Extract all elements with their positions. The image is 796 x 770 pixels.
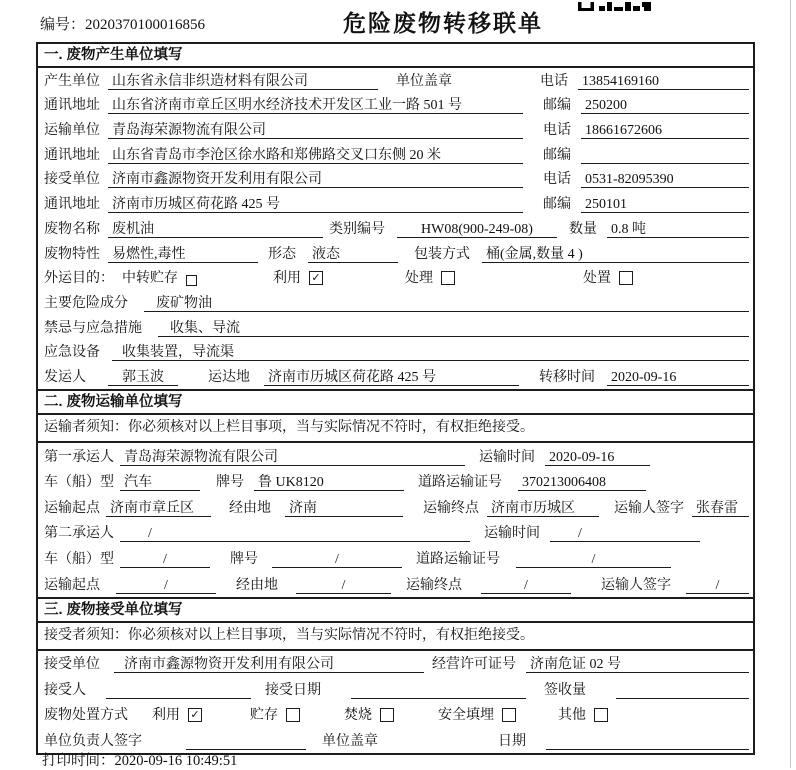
row-disposal-method xyxy=(38,702,753,728)
manifest-form xyxy=(36,42,755,755)
packaging-value: 桶(金属,数量 4 ) xyxy=(482,246,749,263)
route-via-label-1: 经由地 xyxy=(229,500,271,516)
operating-license-value: 济南危证 02 号 xyxy=(526,656,749,673)
waste-name-label: 废物名称 xyxy=(44,221,100,237)
row-transfer-purpose xyxy=(38,266,753,291)
checkbox-transfer-storage[interactable] xyxy=(186,275,197,286)
transport-time-value-2: / xyxy=(550,525,700,542)
signed-quantity-label: 签收量 xyxy=(544,682,586,698)
receiver-unit-value: 济南市鑫源物资开发利用有限公司 xyxy=(108,171,523,188)
destination-label: 运达地 xyxy=(208,369,250,385)
carrier-sign-value-1: 张春雷 xyxy=(692,500,749,517)
row-taboo-measures xyxy=(38,315,753,340)
transporter-notice-label: 运输者须知： xyxy=(44,419,128,435)
option-label-utilize: 利用 xyxy=(273,271,301,287)
doc-number-value: 2020370100016856 xyxy=(85,17,206,33)
doc-number xyxy=(40,13,205,34)
row-hazard-component xyxy=(38,290,753,315)
vehicle-type-value-2: / xyxy=(120,551,210,568)
section-transporter xyxy=(38,389,753,597)
section-transporter-title: 二. 废物运输单位填写 xyxy=(38,389,753,415)
receiver-phone-label: 电话 xyxy=(543,172,571,188)
route-via-label-2: 经由地 xyxy=(236,577,278,593)
waste-form-label: 形态 xyxy=(268,246,296,262)
receiver-unit-label: 接受单位 xyxy=(44,172,100,188)
option-label-dispose: 处置 xyxy=(583,271,611,287)
vehicle-type-label-2: 车（船）型 xyxy=(44,551,114,567)
route-via-value-2: / xyxy=(296,577,391,594)
hazard-component-value: 废矿物油 xyxy=(144,295,749,312)
checkbox-disposal-utilize[interactable]: ✓ xyxy=(188,708,202,722)
transporter-zip-value xyxy=(581,147,749,164)
print-time-label: 打印时间： xyxy=(42,753,115,769)
option-label-transfer-storage: 中转贮存 xyxy=(122,271,178,287)
row-waste-name xyxy=(38,216,753,241)
receiver-notice xyxy=(38,623,753,651)
accept-unit-value: 济南市鑫源物资开发利用有限公司 xyxy=(114,656,424,673)
waste-form-value: 液态 xyxy=(308,246,398,263)
print-time xyxy=(42,749,237,770)
page-edge-line xyxy=(790,0,791,768)
disposal-method-label: 废物处置方式 xyxy=(44,708,128,724)
second-carrier-label: 第二承运人 xyxy=(44,526,114,542)
taboo-measures-value: 收集、导流 xyxy=(158,320,749,337)
row-shipper xyxy=(38,364,753,389)
receiver-phone-value: 0531-82095390 xyxy=(581,171,749,188)
checkbox-other[interactable] xyxy=(594,708,608,722)
route-start-label-1: 运输起点 xyxy=(44,500,100,516)
section-receiver xyxy=(38,597,753,753)
row-first-carrier xyxy=(38,443,753,469)
responsible-signature-label: 单位负责人签字 xyxy=(44,733,142,749)
second-carrier-value: / xyxy=(120,525,470,542)
transport-time-label-1: 运输时间 xyxy=(479,449,535,465)
accept-date-label: 接受日期 xyxy=(265,682,321,698)
transporter-notice-text: 你必须核对以上栏目事项，当与实际情况不符时，有权拒绝接受。 xyxy=(128,419,534,435)
route-start-label-2: 运输起点 xyxy=(44,577,100,593)
row-producer-address xyxy=(38,93,753,118)
waste-code-label: 类别编号 xyxy=(329,221,385,237)
print-time-value: 2020-09-16 10:49:51 xyxy=(114,753,238,769)
emergency-equipment-value: 收集装置，导流渠 xyxy=(112,344,749,361)
option-label-incinerate: 焚烧 xyxy=(344,708,372,724)
producer-zip-value: 250200 xyxy=(581,97,749,114)
emergency-equipment-label: 应急设备 xyxy=(44,345,100,361)
transfer-purpose-label: 外运目的： xyxy=(44,271,114,287)
row-accept-unit xyxy=(38,651,753,677)
row-vehicle-2 xyxy=(38,545,753,571)
route-start-value-2: / xyxy=(116,577,216,594)
receiver-address-label: 通讯地址 xyxy=(44,197,100,213)
row-acceptor xyxy=(38,676,753,702)
row-transporter-address xyxy=(38,142,753,167)
producer-zip-label: 邮编 xyxy=(543,98,571,114)
producer-address-value: 山东省济南市章丘区明水经济技术开发区工业一路 501 号 xyxy=(108,97,523,114)
transporter-phone-label: 电话 xyxy=(543,123,571,139)
row-producer-unit xyxy=(38,68,753,93)
option-label-treat: 处理 xyxy=(405,271,433,287)
transporter-notice xyxy=(38,415,753,443)
receiver-zip-label: 邮编 xyxy=(543,197,571,213)
acceptor-label: 接受人 xyxy=(44,682,86,698)
route-end-value-2: / xyxy=(481,577,571,594)
transporter-address-value: 山东省青岛市李沧区徐水路和郑佛路交叉口东侧 20 米 xyxy=(108,147,523,164)
sign-date-value xyxy=(546,733,749,750)
row-receiver-address xyxy=(38,191,753,216)
row-route-2 xyxy=(38,571,753,597)
packaging-label: 包装方式 xyxy=(414,246,470,262)
unit-seal-label-2: 单位盖章 xyxy=(322,733,378,749)
transporter-zip-label: 邮编 xyxy=(543,147,571,163)
route-start-value-1: 济南市章丘区 xyxy=(106,500,211,517)
waste-name-value: 废机油 xyxy=(108,221,323,238)
road-cert-label-1: 道路运输证号 xyxy=(418,475,502,491)
section-receiver-title: 三. 废物接受单位填写 xyxy=(38,597,753,623)
road-cert-label-2: 道路运输证号 xyxy=(416,551,500,567)
receiver-notice-label: 接受者须知： xyxy=(44,627,128,643)
plate-label-2: 牌号 xyxy=(230,551,258,567)
route-end-label-2: 运输终点 xyxy=(406,577,462,593)
transporter-unit-value: 青岛海荣源物流有限公司 xyxy=(108,122,523,139)
route-end-label-1: 运输终点 xyxy=(423,500,479,516)
road-cert-value-1: 370213006408 xyxy=(518,474,646,491)
producer-phone-value: 13854169160 xyxy=(578,73,749,90)
waste-qty-label: 数量 xyxy=(569,221,597,237)
waste-props-value: 易燃性,毒性 xyxy=(108,246,258,263)
option-label-other: 其他 xyxy=(558,708,586,724)
destination-value: 济南市历城区荷花路 425 号 xyxy=(264,369,519,386)
plate-label-1: 牌号 xyxy=(216,475,244,491)
row-receiver-unit xyxy=(38,167,753,192)
producer-address-label: 通讯地址 xyxy=(44,98,100,114)
transport-time-value-1: 2020-09-16 xyxy=(545,449,650,466)
first-carrier-label: 第一承运人 xyxy=(44,449,114,465)
accept-unit-label: 接受单位 xyxy=(44,657,100,673)
row-transporter-unit xyxy=(38,117,753,142)
producer-unit-label: 产生单位 xyxy=(44,73,100,89)
producer-unit-value: 山东省永信非织造材料有限公司 xyxy=(108,73,378,90)
checkbox-dispose[interactable] xyxy=(619,271,633,285)
transfer-time-value: 2020-09-16 xyxy=(607,369,749,386)
row-vehicle-1 xyxy=(38,469,753,495)
producer-phone-label: 电话 xyxy=(540,73,568,89)
section-producer-title: 一. 废物产生单位填写 xyxy=(38,44,753,68)
taboo-measures-label: 禁忌与应急措施 xyxy=(44,320,142,336)
first-carrier-value: 青岛海荣源物流有限公司 xyxy=(120,449,465,466)
receiver-notice-text: 你必须核对以上栏目事项，当与实际情况不符时，有权拒绝接受。 xyxy=(128,627,534,643)
receiver-zip-value: 250101 xyxy=(581,196,749,213)
operating-license-label: 经营许可证号 xyxy=(432,657,516,673)
waste-qty-value: 0.8 吨 xyxy=(607,221,749,238)
qr-code-fragment xyxy=(578,0,652,16)
accept-date-value xyxy=(351,682,526,699)
row-second-carrier xyxy=(38,520,753,546)
row-waste-props xyxy=(38,241,753,266)
doc-number-label: 编号： xyxy=(40,17,86,33)
option-label-storage: 贮存 xyxy=(250,708,278,724)
responsible-signature-value xyxy=(186,733,306,750)
transport-time-label-2: 运输时间 xyxy=(484,526,540,542)
transporter-phone-value: 18661672606 xyxy=(581,122,749,139)
vehicle-type-value-1: 汽车 xyxy=(120,474,200,491)
unit-seal-label: 单位盖章 xyxy=(396,73,452,89)
shipper-label: 发运人 xyxy=(44,369,86,385)
transfer-time-label: 转移时间 xyxy=(539,369,595,385)
road-cert-value-2: / xyxy=(516,551,671,568)
page-title: 危险废物转移联单 xyxy=(343,10,543,36)
transporter-unit-label: 运输单位 xyxy=(44,123,100,139)
checkbox-incinerate[interactable] xyxy=(380,708,394,722)
row-route-1 xyxy=(38,494,753,520)
option-label-landfill: 安全填埋 xyxy=(438,708,494,724)
receiver-address-value: 济南市历城区荷花路 425 号 xyxy=(108,196,523,213)
sign-date-label: 日期 xyxy=(498,733,526,749)
plate-value-2: / xyxy=(272,551,402,568)
transporter-address-label: 通讯地址 xyxy=(44,147,100,163)
hazard-component-label: 主要危险成分 xyxy=(44,295,128,311)
carrier-sign-label-2: 运输人签字 xyxy=(601,577,671,593)
waste-code-value: HW08(900-249-08) xyxy=(397,221,557,238)
acceptor-value xyxy=(106,682,251,699)
row-emergency-equipment xyxy=(38,340,753,365)
checkbox-storage[interactable] xyxy=(286,708,300,722)
option-label-disposal-utilize: 利用 xyxy=(152,708,180,724)
plate-value-1: 鲁 UK8120 xyxy=(254,474,404,491)
signed-quantity-value xyxy=(616,682,749,699)
shipper-value: 郭玉波 xyxy=(108,369,178,386)
carrier-sign-value-2: / xyxy=(686,577,749,594)
route-via-value-1: 济南 xyxy=(285,500,403,517)
carrier-sign-label-1: 运输人签字 xyxy=(614,500,684,516)
checkbox-utilize[interactable]: ✓ xyxy=(309,271,323,285)
section-producer xyxy=(38,44,753,389)
waste-props-label: 废物特性 xyxy=(44,246,100,262)
vehicle-type-label-1: 车（船）型 xyxy=(44,475,114,491)
checkbox-landfill[interactable] xyxy=(502,708,516,722)
route-end-value-1: 济南市历城区 xyxy=(487,500,599,517)
checkbox-treat[interactable] xyxy=(441,271,455,285)
